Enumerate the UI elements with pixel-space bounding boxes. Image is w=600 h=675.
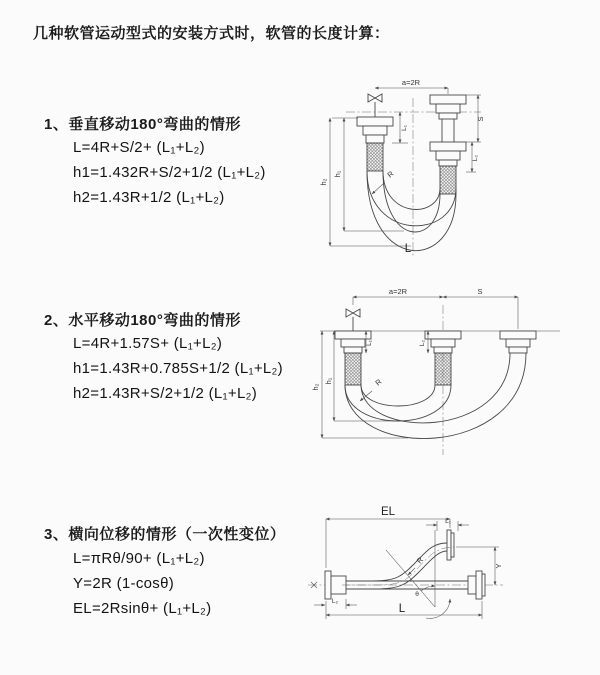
dim-label-r: R — [373, 377, 384, 388]
dim-label-y: Y — [494, 563, 503, 569]
dim-label-h2: h₂ — [319, 178, 328, 186]
dim-label-l2: L₂ — [472, 154, 479, 162]
dim-label-h1: h₁ — [333, 170, 342, 178]
dim-label-h2: h₂ — [311, 383, 320, 391]
dim-label-h1: h₁ — [324, 377, 333, 385]
diagram-vertical-180 — [318, 68, 583, 263]
section1-formula-h2: h2=1.43R+1/2 (L₁+L₂) — [73, 189, 225, 206]
upper-flange — [447, 530, 454, 560]
dim-l2 — [314, 598, 357, 609]
dim-label-l1: L₁ — [366, 340, 373, 346]
dim-s — [443, 287, 518, 329]
dim-a2r — [375, 78, 448, 94]
page-title: 几种软管运动型式的安装方式时，软管的长度计算： — [33, 25, 390, 42]
dim-label-l1: L₁ — [401, 125, 408, 131]
dim-label-el: EL — [380, 506, 396, 518]
dim-label-r: R — [414, 555, 426, 566]
dim-label-l-bottom: L — [398, 603, 406, 615]
right-fitting — [500, 331, 536, 353]
dim-a2r — [353, 287, 443, 305]
left-fitting — [335, 331, 371, 385]
diagram-horizontal-180 — [308, 283, 593, 463]
dim-label-l2: L₂ — [331, 598, 339, 605]
valve-icon — [368, 94, 382, 117]
section3-heading: 3、横向位移的情形（一次性变位） — [44, 526, 286, 543]
valve-icon — [346, 309, 360, 331]
section2-formula-L: L=4R+1.57S+ (L₁+L₂) — [73, 335, 223, 352]
dim-label-l-bottom: L — [404, 243, 412, 255]
section1-formula-L: L=4R+S/2+ (L₁+L₂) — [73, 139, 205, 156]
dim-l — [326, 601, 482, 619]
section1-heading: 1、垂直移动180°弯曲的情形 — [44, 116, 241, 133]
middle-fitting — [425, 331, 461, 385]
section1-formula-h1: h1=1.432R+S/2+1/2 (L₁+L₂) — [73, 164, 266, 181]
dim-label-l1: L₁ — [445, 518, 451, 525]
dim-l1 — [426, 518, 469, 531]
dim-l1 — [392, 112, 408, 143]
right-fitting — [468, 571, 485, 599]
dim-label-a2r: a=2R — [401, 78, 421, 87]
hose-s-curve — [342, 543, 456, 589]
dim-l2 — [466, 142, 479, 172]
section2-heading: 2、水平移动180°弯曲的情形 — [44, 312, 241, 329]
left-fitting — [357, 117, 393, 171]
diagram-lateral-displacement — [298, 498, 598, 653]
section2-formula-h2: h2=1.43R+S/2+1/2 (L₁+L₂) — [73, 385, 258, 402]
dim-label-s: S — [477, 287, 483, 296]
dim-s — [466, 95, 485, 142]
section3-formula-Y: Y=2R (1-cosθ) — [73, 575, 175, 592]
section3-formula-EL: EL=2Rsinθ+ (L₁+L₂) — [73, 600, 212, 617]
section3-formula-L: L=πRθ/90+ (L₁+L₂) — [73, 550, 205, 567]
dim-label-r: R — [385, 169, 396, 180]
dim-label-l2: L₂ — [419, 339, 426, 347]
dim-label-theta: θ — [415, 591, 419, 598]
dim-h2 — [319, 118, 411, 246]
dim-label-a2r: a=2R — [388, 287, 408, 296]
section2-formula-h1: h1=1.43R+0.785S+1/2 (L₁+L₂) — [73, 360, 283, 377]
dim-el — [326, 506, 450, 568]
right-fitting — [430, 95, 466, 194]
dim-label-s: S — [476, 116, 485, 122]
